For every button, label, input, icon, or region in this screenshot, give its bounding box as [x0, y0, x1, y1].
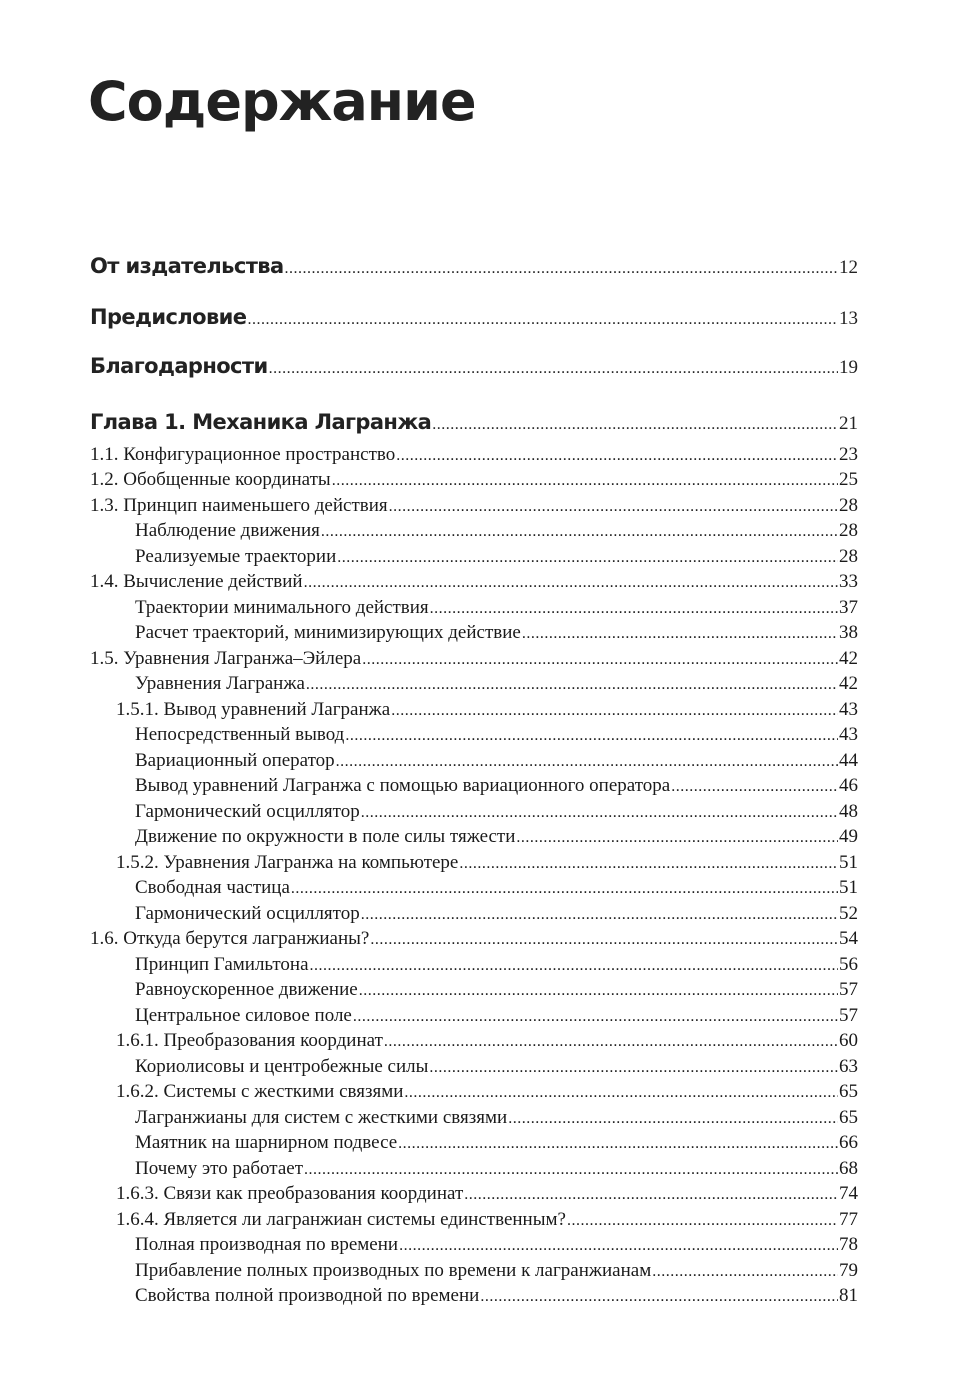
toc-entry[interactable] — [90, 978, 858, 1003]
toc-entry[interactable] — [90, 800, 858, 825]
dot-leader — [370, 927, 838, 952]
toc-entry-title: 1.5. Уравнения Лагранжа–Эйлера — [90, 648, 362, 669]
toc-entry[interactable] — [90, 876, 858, 901]
dot-leader — [337, 545, 838, 570]
toc-entry-title: 1.6.1. Преобразования координат — [116, 1030, 383, 1051]
toc-entry[interactable] — [90, 647, 858, 672]
dot-leader — [399, 1233, 838, 1258]
toc-entry[interactable] — [90, 443, 858, 468]
toc-entry[interactable] — [90, 1131, 858, 1156]
dot-leader — [432, 410, 838, 437]
toc-entry-title: 1.6. Откуда берутся лагранжианы? — [90, 928, 370, 949]
toc-entry-title: Расчет траекторий, минимизирующих действие — [135, 622, 521, 643]
toc-entry-page: 57 — [839, 979, 858, 1000]
toc-entry[interactable] — [90, 1182, 858, 1207]
toc-entry-title: 1.1. Конфигурационное пространство — [90, 444, 396, 465]
dot-leader — [361, 902, 838, 927]
toc-entry-title: 1.4. Вычисление действий — [90, 571, 303, 592]
toc-entry-page: 46 — [839, 775, 858, 796]
toc-entry[interactable] — [90, 621, 858, 646]
toc-entry[interactable] — [90, 749, 858, 774]
dot-leader — [429, 1055, 838, 1080]
toc-entry-page: 51 — [839, 852, 858, 873]
dot-leader — [464, 1182, 838, 1207]
toc-entry-title: Прибавление полных производных по времени к лагранжианам — [135, 1260, 652, 1281]
toc-entry-page: 74 — [839, 1183, 858, 1204]
dot-leader — [304, 1157, 838, 1182]
toc-entry-title: Маятник на шарнирном подвесе — [135, 1132, 398, 1153]
toc-entry-page: 42 — [839, 648, 858, 669]
toc-entry-title: Кориолисовы и центробежные силы — [135, 1056, 429, 1077]
toc-entry-page: 57 — [839, 1005, 858, 1026]
toc-entry[interactable] — [90, 851, 858, 876]
toc-entry-page: 54 — [839, 928, 858, 949]
toc-entry-page: 44 — [839, 750, 858, 771]
dot-leader — [291, 876, 838, 901]
toc-entry-front[interactable] — [90, 305, 858, 332]
toc-entry[interactable] — [90, 698, 858, 723]
dot-leader — [332, 468, 838, 493]
toc-entry[interactable] — [90, 494, 858, 519]
dot-leader — [353, 1004, 838, 1029]
toc-entry[interactable] — [90, 723, 858, 748]
dot-leader — [508, 1106, 838, 1131]
dot-leader — [652, 1259, 838, 1284]
toc-entry-page: 52 — [839, 903, 858, 924]
toc-entry[interactable] — [90, 1208, 858, 1233]
toc-entry-front[interactable] — [90, 354, 858, 381]
toc-entry-page: 43 — [839, 724, 858, 745]
dot-leader — [522, 621, 838, 646]
toc-entry-title: Почему это работает — [135, 1158, 304, 1179]
toc-entry[interactable] — [90, 774, 858, 799]
toc-entry-page: 28 — [839, 546, 858, 567]
toc-entry-title: 1.6.4. Является ли лагранжиан системы единственным? — [116, 1209, 566, 1230]
toc-entry-title: Вывод уравнений Лагранжа с помощью вариационного оператора — [135, 775, 671, 796]
toc-entry-chapter[interactable] — [90, 410, 858, 437]
toc-entry-title: Центральное силовое поле — [135, 1005, 352, 1026]
dot-leader — [389, 494, 838, 519]
toc-entry-title: Гармонический осциллятор — [135, 903, 360, 924]
dot-leader — [269, 354, 838, 381]
toc-entry[interactable] — [90, 1157, 858, 1182]
toc-entry-page: 68 — [839, 1158, 858, 1179]
dot-leader — [247, 305, 838, 332]
dot-leader — [359, 978, 838, 1003]
toc-entry-page: 81 — [839, 1285, 858, 1306]
toc-entry-title: 1.6.3. Связи как преобразования координат — [116, 1183, 464, 1204]
toc-entry-page: 12 — [839, 257, 858, 278]
toc-entry-page: 77 — [839, 1209, 858, 1230]
dot-leader — [306, 672, 838, 697]
dot-leader — [391, 698, 838, 723]
dot-leader — [567, 1208, 838, 1233]
dot-leader — [310, 953, 838, 978]
toc-entry-front[interactable] — [90, 254, 858, 281]
toc-entry[interactable] — [90, 570, 858, 595]
toc-entry-page: 78 — [839, 1234, 858, 1255]
toc-entry-title: Свободная частица — [135, 877, 290, 898]
dot-leader — [396, 443, 838, 468]
toc-entry[interactable] — [90, 672, 858, 697]
dot-leader — [671, 774, 838, 799]
toc-entry-title: Принцип Гамильтона — [135, 954, 309, 975]
toc-entry-page: 28 — [839, 495, 858, 516]
toc-entry-page: 33 — [839, 571, 858, 592]
toc-entry-title: 1.2. Обобщенные координаты — [90, 469, 331, 490]
toc-entry[interactable] — [90, 1284, 858, 1309]
toc-entry-page: 25 — [839, 469, 858, 490]
toc-entry-title: Свойства полной производной по времени — [135, 1285, 480, 1306]
toc-entry[interactable] — [90, 902, 858, 927]
toc-entry-page: 65 — [839, 1081, 858, 1102]
toc-entry-page: 60 — [839, 1030, 858, 1051]
toc-entry-page: 21 — [839, 413, 858, 434]
toc-entry-title: Предисловие — [90, 305, 247, 329]
toc-entry-page: 49 — [839, 826, 858, 847]
toc-entry-page: 42 — [839, 673, 858, 694]
toc-entry-page: 43 — [839, 699, 858, 720]
toc-entry-title: 1.6.2. Системы с жесткими связями — [116, 1081, 404, 1102]
toc-entry-title: 1.5.2. Уравнения Лагранжа на компьютере — [116, 852, 459, 873]
toc-entry[interactable] — [90, 468, 858, 493]
toc-entry[interactable] — [90, 1029, 858, 1054]
toc-entry-page: 19 — [839, 357, 858, 378]
toc-entry-title: Движение по окружности в поле силы тяжести — [135, 826, 516, 847]
toc-entry-title: Вариационный оператор — [135, 750, 335, 771]
toc-entry[interactable] — [90, 953, 858, 978]
toc-entry[interactable] — [90, 1055, 858, 1080]
toc-entry-page: 66 — [839, 1132, 858, 1153]
toc-entry-page: 56 — [839, 954, 858, 975]
toc-entry-title: Уравнения Лагранжа — [135, 673, 305, 694]
dot-leader — [459, 851, 838, 876]
dot-leader — [516, 825, 838, 850]
toc-entry-title: Благодарности — [90, 354, 268, 378]
toc-entry-title: Лагранжианы для систем с жесткими связями — [135, 1107, 508, 1128]
toc-entry-page: 38 — [839, 622, 858, 643]
toc-entry-title: Полная производная по времени — [135, 1234, 399, 1255]
dot-leader — [404, 1080, 838, 1105]
toc-entry-page: 23 — [839, 444, 858, 465]
toc-entry-page: 28 — [839, 520, 858, 541]
toc-entry-title: Наблюдение движения — [135, 520, 320, 541]
toc-entry-page: 13 — [839, 308, 858, 329]
toc-entry-page: 63 — [839, 1056, 858, 1077]
dot-leader — [336, 749, 838, 774]
toc-entry[interactable] — [90, 1004, 858, 1029]
toc-entry-page: 51 — [839, 877, 858, 898]
toc-entry[interactable] — [90, 1106, 858, 1131]
toc-entry-title: 1.3. Принцип наименьшего действия — [90, 495, 388, 516]
toc-entry[interactable] — [90, 825, 858, 850]
toc-entry-title: Гармонический осциллятор — [135, 801, 360, 822]
dot-leader — [480, 1284, 838, 1309]
dot-leader — [362, 647, 838, 672]
toc-entry-title: Равноускоренное движение — [135, 979, 358, 1000]
toc-entry-title: Глава 1. Механика Лагранжа — [90, 410, 432, 434]
dot-leader — [285, 254, 838, 281]
dot-leader — [304, 570, 838, 595]
toc-entry[interactable] — [90, 545, 858, 570]
dot-leader — [430, 596, 838, 621]
toc-entry-title: Траектории минимального действия — [135, 597, 429, 618]
toc-entry-title: 1.5.1. Вывод уравнений Лагранжа — [116, 699, 391, 720]
toc-entry-title: Реализуемые траектории — [135, 546, 337, 567]
toc-entry[interactable] — [90, 927, 858, 952]
dot-leader — [345, 723, 838, 748]
toc-entry-page: 65 — [839, 1107, 858, 1128]
dot-leader — [384, 1029, 838, 1054]
dot-leader — [361, 800, 838, 825]
toc-entry-page: 79 — [839, 1260, 858, 1281]
toc-entry-title: От издательства — [90, 254, 284, 278]
dot-leader — [398, 1131, 838, 1156]
page-title: Содержание — [88, 70, 476, 133]
toc-entry-page: 48 — [839, 801, 858, 822]
toc-entry[interactable] — [90, 519, 858, 544]
toc-entry-page: 37 — [839, 597, 858, 618]
toc-entry[interactable] — [90, 1080, 858, 1105]
dot-leader — [321, 519, 838, 544]
toc-entry-title: Непосредственный вывод — [135, 724, 345, 745]
toc-entry[interactable] — [90, 1233, 858, 1258]
toc-entry[interactable] — [90, 1259, 858, 1284]
toc-entry[interactable] — [90, 596, 858, 621]
